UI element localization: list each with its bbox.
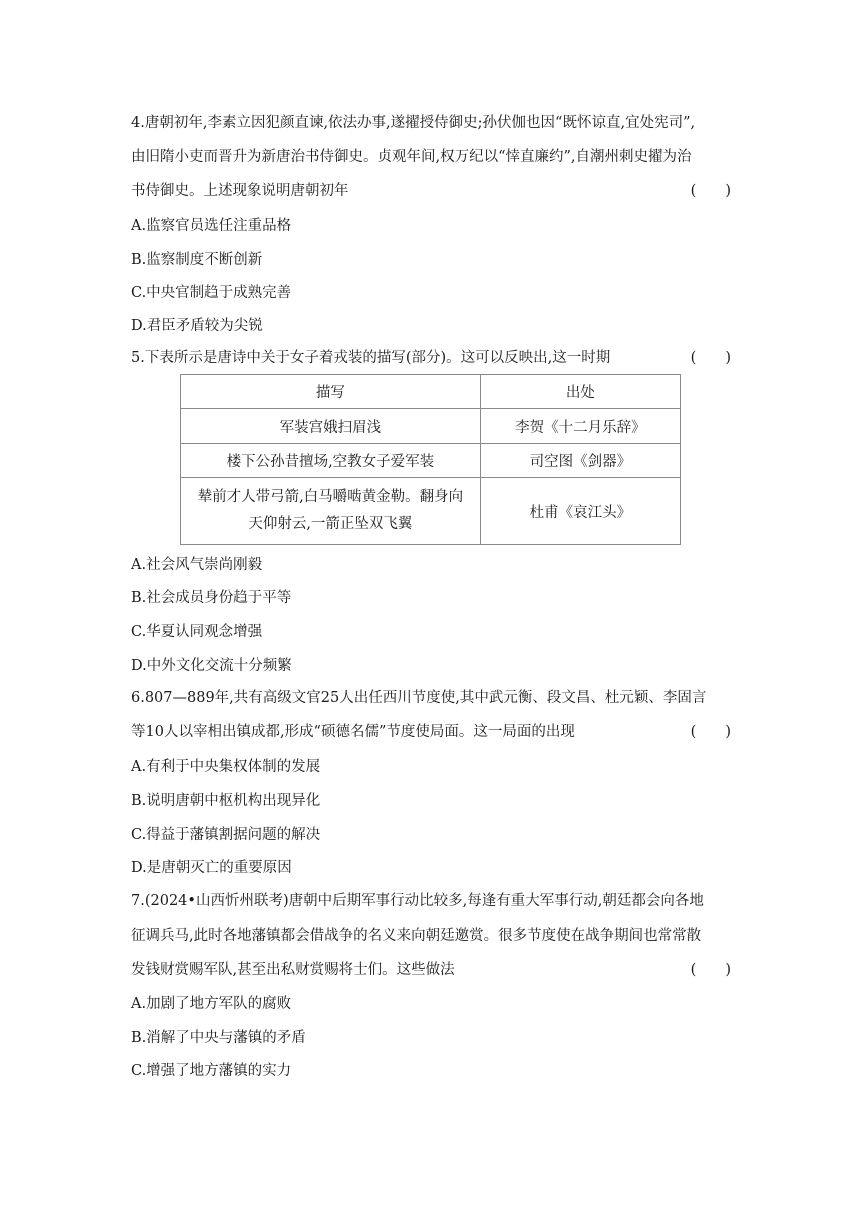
q4-option-d: D.君臣矛盾较为尖锐 xyxy=(131,318,263,334)
q5-option-d: D.中外文化交流十分频繁 xyxy=(131,658,292,674)
q5-option-b: B.社会成员身份趋于平等 xyxy=(131,590,292,606)
q7-option-b: B.消解了中央与藩镇的矛盾 xyxy=(131,1030,306,1046)
table-cell-description: 军装宫娥扫眉浅 xyxy=(181,409,481,444)
q5-stem-line-1 xyxy=(131,348,731,368)
q6-stem-line-1: 6.807—889年,共有高级文官25人出任西川节度使,其中武元衡、段文昌、杜元颖、李固言 xyxy=(131,690,707,706)
q6-option-c: C.得益于藩镇割据问题的解决 xyxy=(131,827,321,843)
q4-stem-line-3 xyxy=(131,181,731,201)
q6-option-a: A.有利于中央集权体制的发展 xyxy=(131,759,321,775)
table-cell-source: 李贺《十二月乐辞》 xyxy=(480,409,680,444)
q5-option-c: C.华夏认同观念增强 xyxy=(131,624,263,640)
q6-answer-blank: ( ) xyxy=(690,724,731,740)
q5-option-a: A.社会风气崇尚刚毅 xyxy=(131,557,263,573)
q7-stem-line-3 xyxy=(131,960,731,980)
table-row xyxy=(181,444,681,478)
q7-option-a: A.加剧了地方军队的腐败 xyxy=(131,996,292,1012)
table-cell-source: 杜甫《哀江头》 xyxy=(480,478,680,545)
q7-answer-blank: ( ) xyxy=(690,962,731,978)
q4-stem-text: 书侍御史。上述现象说明唐朝初年 xyxy=(131,183,349,199)
q5-stem-text: 5.下表所示是唐诗中关于女子着戎装的描写(部分)。这可以反映出,这一时期 xyxy=(131,350,611,366)
q4-option-b: B.监察制度不断创新 xyxy=(131,252,263,268)
table-cell-description-line-2: 天仰射云,一箭正坠双飞翼 xyxy=(248,516,413,532)
q4-answer-blank: ( ) xyxy=(690,183,731,199)
table-row xyxy=(181,409,681,444)
table-cell-description: 楼下公孙昔擅场,空教女子爱军装 xyxy=(181,444,481,478)
table-cell-description-line-1: 辇前才人带弓箭,白马嚼啮黄金勒。翻身向 xyxy=(197,489,464,505)
q6-option-d: D.是唐朝灭亡的重要原因 xyxy=(131,860,292,876)
q6-stem-text: 等10人以宰相出镇成都,形成“硕德名儒”节度使局面。这一局面的出现 xyxy=(131,724,575,740)
q4-option-a: A.监察官员选任注重品格 xyxy=(131,218,292,234)
q6-option-b: B.说明唐朝中枢机构出现异化 xyxy=(131,793,321,809)
q7-stem-text: 发钱财赏赐军队,甚至出私财赏赐将士们。这些做法 xyxy=(131,962,455,978)
q7-stem-line-2: 征调兵马,此时各地藩镇都会借战争的名义来向朝廷邀赏。很多节度使在战争期间也常常散 xyxy=(131,928,702,944)
poem-table xyxy=(180,374,681,545)
q4-stem-line-2: 由旧隋小吏而晋升为新唐治书侍御史。贞观年间,权万纪以“悻直廉约”,自潮州刺史擢为治 xyxy=(131,149,692,165)
table-row xyxy=(181,478,681,545)
table-header-source: 出处 xyxy=(480,375,680,409)
table-header-row xyxy=(181,375,681,409)
table-header-description: 描写 xyxy=(181,375,481,409)
q4-option-c: C.中央官制趋于成熟完善 xyxy=(131,285,292,301)
q7-stem-line-1: 7.(2024•山西忻州联考)唐朝中后期军事行动比较多,每逢有重大军事行动,朝廷都会向各地 xyxy=(131,893,704,909)
q4-stem-line-1: 4.唐朝初年,李素立因犯颜直谏,依法办事,遂擢授侍御史;孙伏伽也因“既怀谅直,宜处宪司”, xyxy=(131,115,696,131)
q7-option-c: C.增强了地方藩镇的实力 xyxy=(131,1063,292,1079)
q6-stem-line-2 xyxy=(131,722,731,742)
q5-answer-blank: ( ) xyxy=(690,350,731,366)
table-cell-description xyxy=(181,478,481,545)
table-cell-source: 司空图《剑器》 xyxy=(480,444,680,478)
